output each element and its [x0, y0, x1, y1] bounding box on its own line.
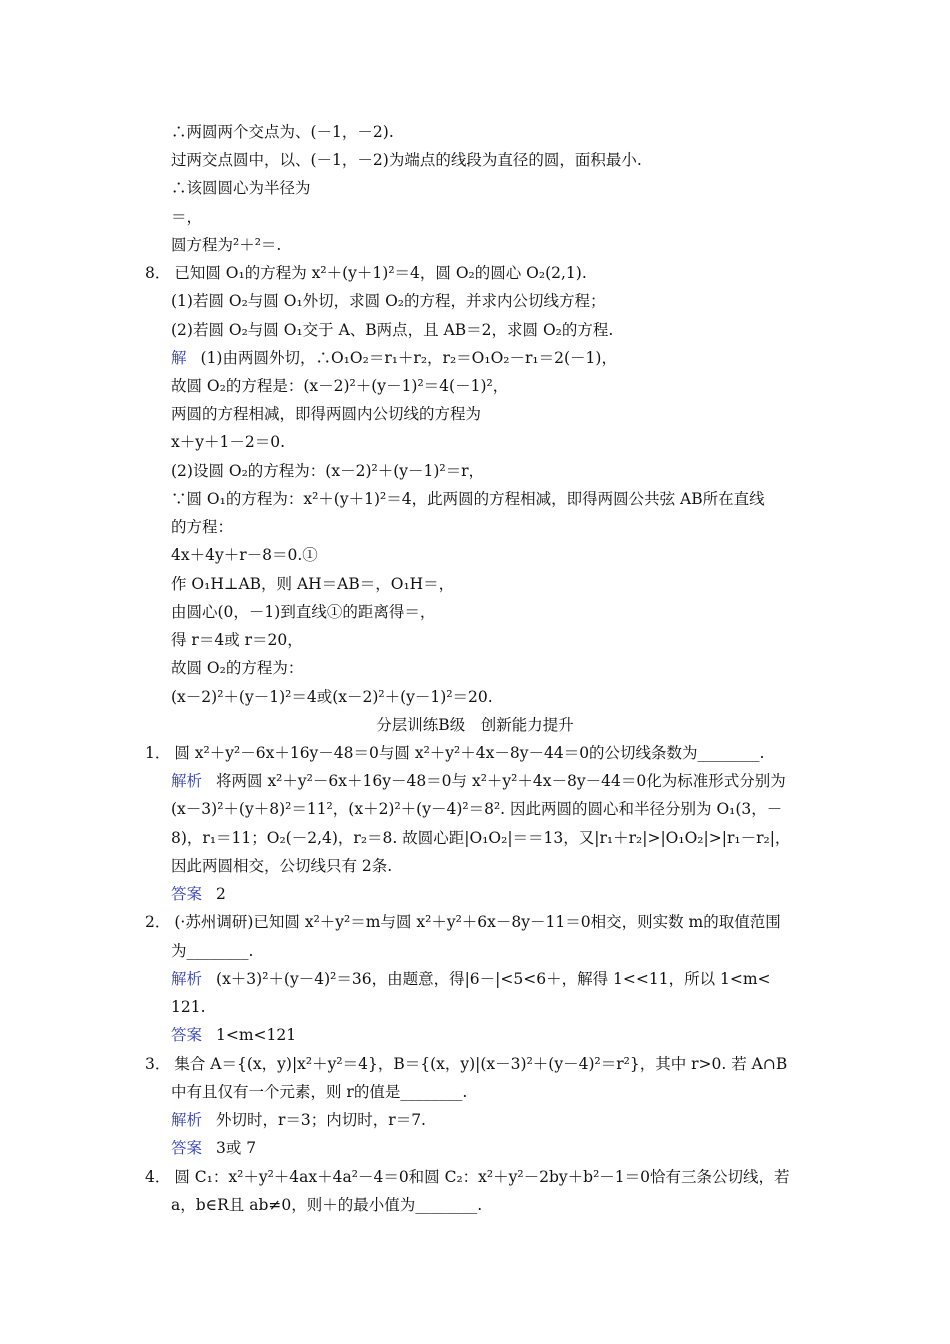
section-heading: 分层训练B级 创新能力提升 [376, 716, 574, 734]
text-line: a，b∈R且 ab≠0，则＋的最小值为________. [171, 1196, 483, 1214]
text-line: ＝， [171, 208, 203, 226]
analysis-label: 解析 [171, 772, 203, 790]
answer-line: 答案 2 [171, 885, 226, 903]
answer-label: 答案 [171, 1026, 203, 1044]
problem-number: 4． [145, 1168, 171, 1186]
problem-8: 8． 已知圆 O₁的方程为 x²＋(y＋1)²＝4，圆 O₂的圆心 O₂(2,1). [145, 264, 587, 282]
answer-line: 答案 3或 7 [171, 1139, 257, 1157]
analysis-label: 解析 [171, 1111, 203, 1129]
text-line: 圆方程为²＋²＝. [171, 236, 282, 254]
analysis-label: 解析 [171, 970, 203, 988]
text-line: ∴该圆圆心为半径为 [171, 179, 311, 197]
problem-1: 1． 圆 x²＋y²－6x＋16y－48＝0与圆 x²＋y²＋4x－8y－44＝0的公切线条数为________. [145, 744, 765, 762]
answer-label: 答案 [171, 885, 203, 903]
problem-2: 2． (·苏州调研)已知圆 x²＋y²＝m与圆 x²＋y²＋6x－8y－11＝0相交，则实数 m的取值范围 [145, 913, 781, 931]
analysis-line: 解析 外切时，r＝3；内切时，r＝7. [171, 1111, 426, 1129]
analysis-line: 解析 (x＋3)²＋(y－4)²＝36，由题意，得|6－|<5<6＋，解得 1<<11，所以 1<m< [171, 970, 771, 988]
text-line: 8)，r₁＝11；O₂(－2,4)，r₂＝8. 故圆心距|O₁O₂|＝＝13，又|r₁＋r₂|>|O₁O₂|>|r₁－r₂|， [171, 829, 791, 847]
problem-number: 1． [145, 744, 171, 762]
text-line: 因此两圆相交，公切线只有 2条. [171, 857, 393, 875]
text-line: (2)设圆 O₂的方程为：(x－2)²＋(y－1)²＝r， [171, 462, 485, 480]
answer-line: 答案 1<m<121 [171, 1026, 297, 1044]
problem-number: 3． [145, 1055, 171, 1073]
problem-number: 8． [145, 264, 171, 282]
solution-label: 解 [171, 349, 187, 367]
text-line: 作 O₁H⊥AB，则 AH＝AB＝，O₁H＝， [171, 575, 455, 593]
answer-label: 答案 [171, 1139, 203, 1157]
text-line: 两圆的方程相减，即得两圆内公切线的方程为 [171, 405, 482, 423]
analysis-line: 解析 将两圆 x²＋y²－6x＋16y－48＝0与 x²＋y²＋4x－8y－44＝0化为标准形式分别为 [171, 772, 786, 790]
text-line: 过两交点圆中，以、(－1，－2)为端点的线段为直径的圆，面积最小. [171, 151, 642, 169]
text-line: 的方程： [171, 518, 234, 536]
solution-line: 解 (1)由两圆外切，∴O₁O₂＝r₁＋r₂，r₂＝O₁O₂－r₁＝2(－1)， [171, 349, 617, 367]
text-line: (x－3)²＋(y＋8)²＝11²，(x＋2)²＋(y－4)²＝8². 因此两圆的圆心和半径分别为 O₁(3，－ [171, 800, 783, 818]
text-line: x＋y＋1－2＝0. [171, 433, 286, 451]
text-line: ∵圆 O₁的方程为：x²＋(y＋1)²＝4，此两圆的方程相减，即得两圆公共弦 AB所在直线 [171, 490, 765, 508]
problem-number: 2． [145, 913, 171, 931]
text-line: 得 r＝4或 r＝20， [171, 631, 303, 649]
text-line: 为________. [171, 942, 254, 960]
text-line: 4x＋4y＋r－8＝0.① [171, 546, 318, 564]
problem-4: 4． 圆 C₁：x²＋y²＋4ax＋4a²－4＝0和圆 C₂：x²＋y²－2by＋b²－1＝0恰有三条公切线，若 [145, 1168, 790, 1186]
text-line: (1)若圆 O₂与圆 O₁外切，求圆 O₂的方程，并求内公切线方程； [171, 292, 606, 310]
text-line: 故圆 O₂的方程是：(x－2)²＋(y－1)²＝4(－1)²， [171, 377, 509, 395]
text-line: ∴两圆两个交点为、(－1，－2). [171, 123, 394, 141]
text-line: (2)若圆 O₂与圆 O₁交于 A、B两点，且 AB＝2，求圆 O₂的方程. [171, 321, 614, 339]
text-line: 故圆 O₂的方程为： [171, 659, 304, 677]
text-line: (x－2)²＋(y－1)²＝4或(x－2)²＋(y－1)²＝20. [171, 688, 493, 706]
text-line: 中有且仅有一个元素，则 r的值是________. [171, 1083, 468, 1101]
text-line: 由圆心(0，－1)到直线①的距离得＝， [171, 603, 436, 621]
text-line: 121. [171, 998, 206, 1016]
problem-3: 3． 集合 A＝{(x，y)|x²＋y²＝4}，B＝{(x，y)|(x－3)²＋(y－4)²＝r²}，其中 r>0. 若 A∩B [145, 1055, 788, 1073]
